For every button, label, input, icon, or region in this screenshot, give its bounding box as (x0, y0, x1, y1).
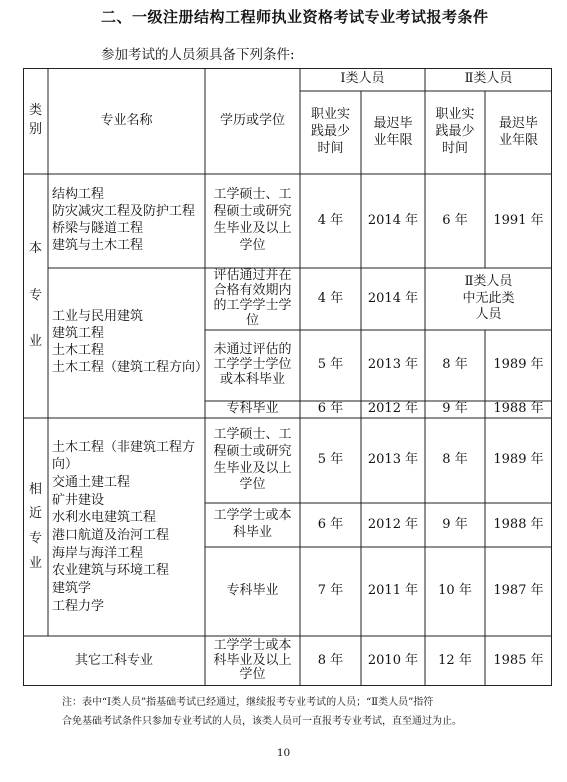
row-degree: 工学硕士、工程硕士或研究生毕业及以上学位 (213, 187, 292, 253)
header-g2-latest-year: 最迟毕 业年限 (498, 115, 538, 148)
row-degree: 评估通过并在合格有效期内的工学学士学位 (213, 268, 292, 328)
row-g2-latest-year: 1989 年 (493, 357, 544, 373)
row-g1-experience: 8 年 (317, 652, 344, 668)
header-category-text: 类 别 (28, 103, 42, 137)
major-item: 桥梁与隧道工程 (52, 221, 144, 236)
major-item: 农业建筑与环境工程 (52, 563, 170, 579)
major-item: 工程力学 (52, 598, 105, 614)
page-number: 10 (276, 747, 291, 759)
row-g2-experience: 8 年 (442, 357, 468, 373)
row-g1-latest-year: 2012 年 (367, 516, 419, 532)
header-group1: Ⅰ类人员 (340, 71, 385, 87)
row-g2-latest-year: 1985 年 (493, 652, 544, 668)
intro-text: 参加考试的人员须具备下列条件: (101, 47, 295, 63)
row-g1-experience: 6 年 (317, 516, 344, 532)
row-g2-latest-year: 1991 年 (493, 212, 544, 228)
major-item: 建筑与土木工程 (52, 237, 144, 253)
row-g2-experience: 12 年 (438, 652, 472, 668)
requirements-table (23, 68, 552, 686)
row-g2-latest-year: 1987 年 (493, 583, 544, 599)
footnote-line-2: 合免基础考试条件只参加专业考试的人员，该类人员可一直报考专业考试，直至通过为止。 (62, 716, 462, 727)
row-g1-latest-year: 2014 年 (367, 212, 419, 228)
header-g1-experience: 职业实 践最少 时间 (310, 107, 350, 156)
row-g2-experience: 8 年 (442, 452, 468, 468)
major-item: 工业与民用建筑 (52, 309, 144, 325)
header-group2: Ⅱ类人员 (464, 71, 513, 87)
major-item: 港口航道及治河工程 (52, 528, 170, 543)
row-degree: 专科毕业 (226, 401, 279, 417)
row-g2-experience: 10 年 (438, 583, 472, 599)
footnote-line-1: 注：表中“Ⅰ类人员”指基础考试已经通过，继续报考专业考试的人员；“Ⅱ类人员”指符 (62, 697, 434, 708)
header-g1-latest-year: 最迟毕 业年限 (373, 115, 413, 148)
row-g1-latest-year: 2013 年 (367, 452, 419, 468)
major-list-xiangjin (52, 418, 203, 636)
header-g2-experience: 职业实 践最少 时间 (435, 107, 475, 156)
major-list-ben-b (52, 268, 209, 418)
major-item: 土木工程（建筑工程方向） (52, 359, 209, 375)
row-degree: 工学学士或本科毕业及以上学位 (213, 637, 292, 683)
major-item: 土木工程（非建筑工程方向） (52, 439, 196, 473)
major-item: 海岸与海洋工程 (52, 545, 144, 561)
row-g1-latest-year: 2014 年 (367, 290, 419, 306)
row-g2-experience: 9 年 (442, 401, 468, 417)
major-item: 交通土建工程 (52, 474, 131, 490)
row-g1-experience: 4 年 (317, 212, 344, 228)
row-g1-experience: 5 年 (317, 452, 344, 468)
row-g2-latest-year: 1988 年 (493, 401, 544, 417)
row-g2-latest-year: 1988 年 (493, 516, 544, 532)
header-major: 专业名称 (100, 112, 153, 128)
row-g1-latest-year: 2013 年 (367, 357, 419, 373)
row-g1-experience: 4 年 (317, 290, 344, 306)
row-g2-experience: 6 年 (442, 212, 468, 228)
major-item: 结构工程 (52, 187, 105, 203)
row-g1-experience: 6 年 (317, 401, 344, 417)
major-item: 防灾减灾工程及防护工程 (52, 204, 196, 220)
major-item: 建筑工程 (52, 326, 105, 342)
page-title: 二、一级注册结构工程师执业资格考试专业考试报考条件 (101, 8, 489, 26)
row-degree: 专科毕业 (226, 583, 279, 599)
row-degree: 工学硕士、工程硕士或研究生毕业及以上学位 (213, 426, 292, 493)
row-g2-experience: 9 年 (442, 516, 468, 532)
section-xiangjin-zhuanye: 相 近 专 业 (28, 481, 42, 571)
section-other: 其它工科专业 (74, 652, 153, 668)
major-item: 土木工程 (52, 343, 105, 358)
row-degree: 工学学士或本科毕业 (213, 508, 292, 540)
row-g2-note: Ⅱ类人员中无此类人员 (462, 273, 515, 323)
row-g1-experience: 7 年 (317, 583, 344, 599)
row-g1-latest-year: 2012 年 (367, 401, 419, 417)
header-category (23, 68, 48, 174)
row-g1-latest-year: 2011 年 (367, 583, 419, 599)
major-item: 水利水电建筑工程 (52, 510, 157, 526)
major-list-ben-a (52, 174, 203, 268)
row-g1-latest-year: 2010 年 (367, 652, 419, 668)
section-ben-zhuanye: 本 专 业 (28, 240, 42, 350)
header-degree: 学历或学位 (219, 112, 285, 128)
row-degree: 未通过评估的工学学士学位或本科毕业 (213, 342, 292, 387)
major-item: 矿井建设 (52, 492, 105, 508)
major-item: 建筑学 (52, 581, 92, 597)
row-g1-experience: 5 年 (317, 357, 344, 373)
row-g2-latest-year: 1989 年 (493, 452, 544, 468)
